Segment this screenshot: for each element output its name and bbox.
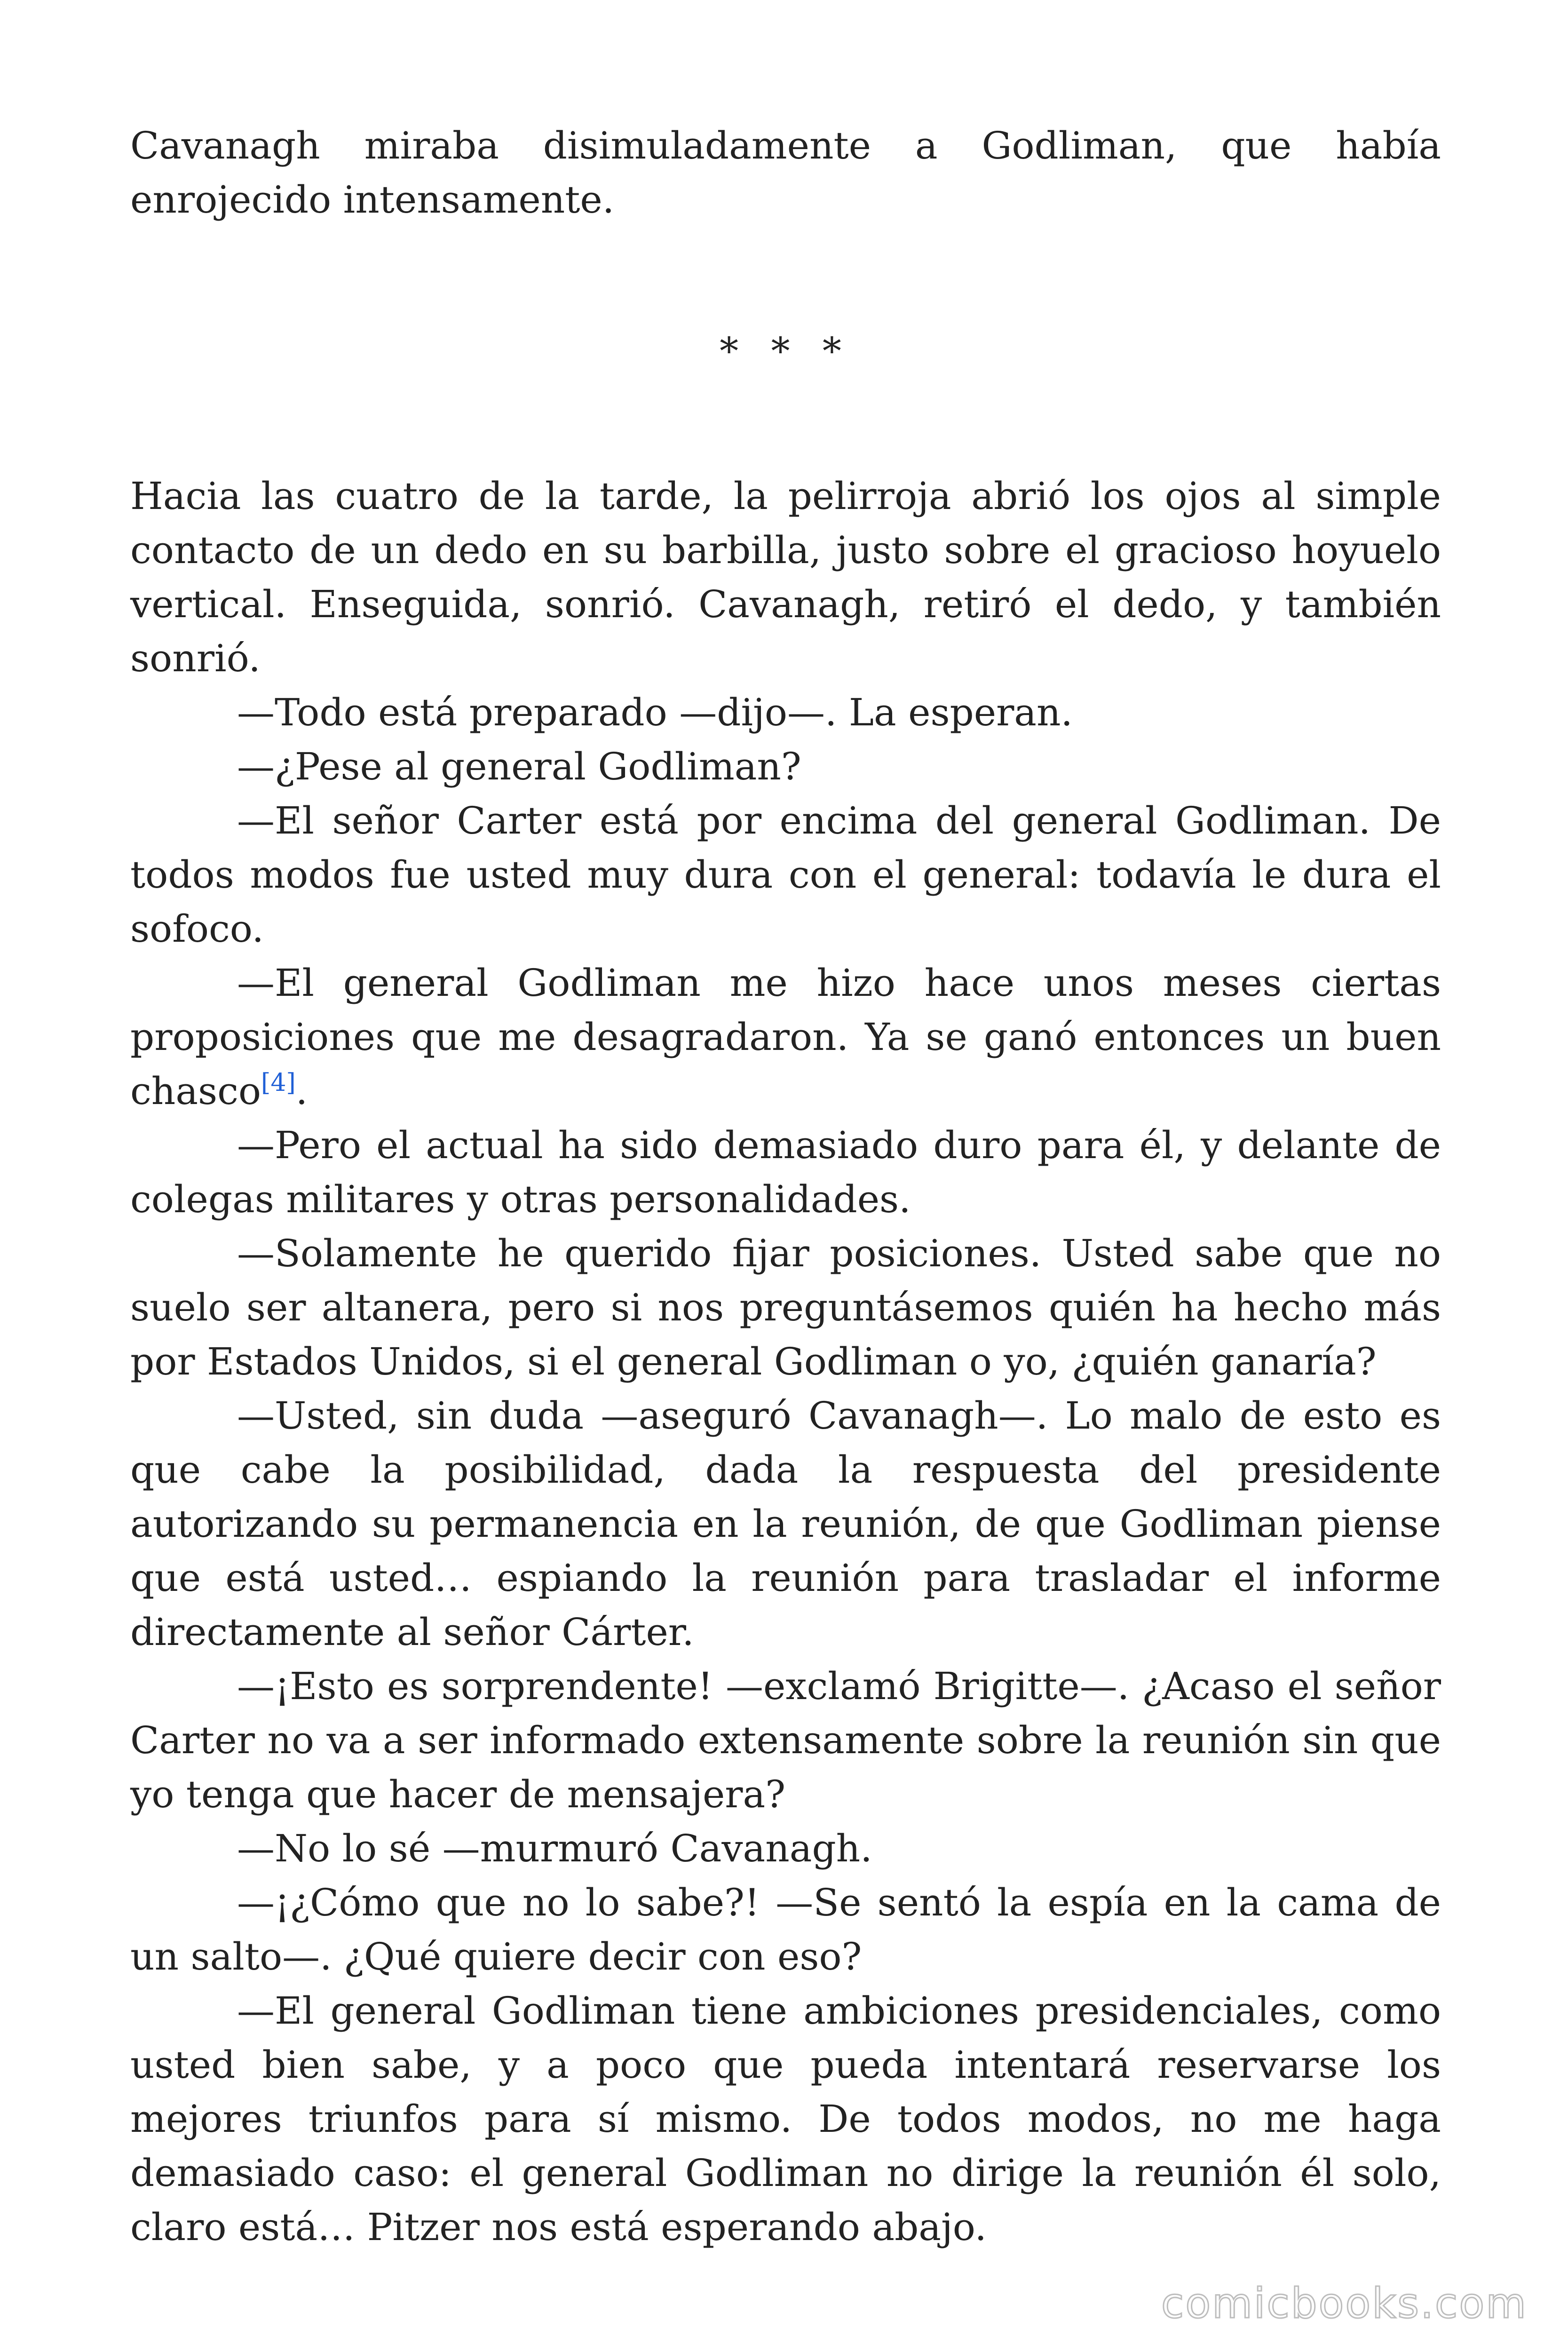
scene-break: * * * — [720, 329, 852, 373]
paragraph-end-punctuation: . — [295, 1069, 308, 1113]
paragraph: Hacia las cuatro de la tarde, la pelirroja abrió los ojos al simple contacto de un dedo en su barbilla, justo sobre el gracioso hoyuelo vertical. Enseguida, sonrió. Cavanagh, retiró el dedo, y también sonrió. — [130, 474, 1441, 680]
dialogue-paragraph-with-note — [130, 956, 1441, 1118]
paragraph-text: —El general Godliman me hizo hace unos meses ciertas proposiciones que me desagradaron. Ya se ganó entonces un buen chasco — [130, 961, 1441, 1113]
dialogue-paragraph: —¡Esto es sorprendente! —exclamó Brigitte—. ¿Acaso el señor Carter no va a ser informado extensamente sobre la reunión sin que yo tenga que hacer de mensajera? — [130, 1664, 1441, 1816]
dialogue-paragraph: —Pero el actual ha sido demasiado duro para él, y delante de colegas militares y otras personalidades. — [130, 1123, 1441, 1221]
dialogue-paragraph: —El general Godliman tiene ambiciones presidenciales, como usted bien sabe, y a poco que pueda intentará reservarse los mejores triunfos para sí mismo. De todos modos, no me haga demasiado caso: el general Godliman no dirige la reunión él solo, claro está… Pitzer nos está esperando abajo. — [130, 1989, 1441, 2249]
dialogue-paragraph: —¿Pese al general Godliman? — [237, 745, 801, 788]
footnote-link[interactable]: [4] — [261, 1069, 296, 1097]
dialogue-paragraph: —Solamente he querido fijar posiciones. Usted sabe que no suelo ser altanera, pero si nos preguntásemos quién ha hecho más por Estados Unidos, si el general Godliman o yo, ¿quién ganaría? — [130, 1232, 1441, 1383]
dialogue-paragraph: —El señor Carter está por encima del general Godliman. De todos modos fue usted muy dura con el general: todavía le dura el sofoco. — [130, 799, 1441, 951]
dialogue-paragraph: —Todo está preparado —dijo—. La esperan. — [237, 691, 1073, 734]
dialogue-paragraph: —¡¿Cómo que no lo sabe?! —Se sentó la espía en la cama de un salto—. ¿Qué quiere decir con eso? — [130, 1881, 1441, 1979]
watermark: comicbooks.com — [1161, 2279, 1528, 2328]
dialogue-paragraph: —Usted, sin duda —aseguró Cavanagh—. Lo malo de esto es que cabe la posibilidad, dada la respuesta del presidente autorizando su permanencia en la reunión, de que Godliman piense que está usted… espiando la reunión para trasladar el informe directamente al señor Cárter. — [130, 1394, 1441, 1654]
book-page — [130, 119, 1441, 2254]
opening-paragraph: Cavanagh miraba disimuladamente a Godliman, que había enrojecido intensamente. — [130, 124, 1441, 222]
dialogue-paragraph: —No lo sé —murmuró Cavanagh. — [237, 1827, 872, 1870]
